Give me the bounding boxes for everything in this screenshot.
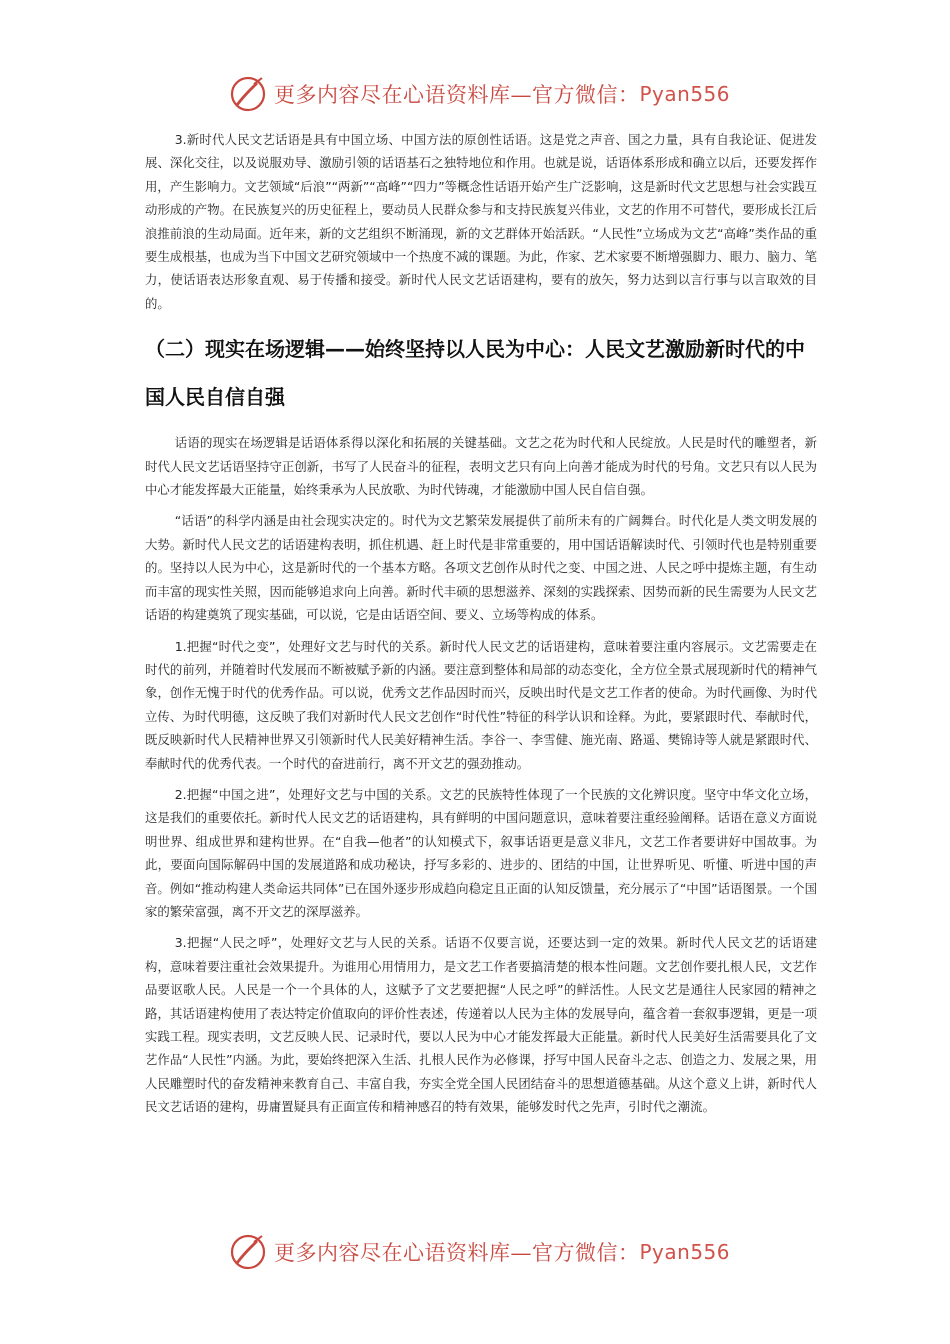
paragraph: “话语”的科学内涵是由社会现实决定的。时代为文艺繁荣发展提供了前所未有的广阔舞台。时代化是人类文明发展的大势。新时代人民文艺的话语建构表明，抓住机遇、赶上时代是非常重要的，用中国话语解读时代、引领时代也是特别重要的。坚持以人民为中心，这是新时代的一个基本方略。各项文艺创作从时代之变、中国之进、人民之呼中提炼主题，有生动而丰富的现实性关照，因而能够追求向上向善。新时代丰硕的思想滋养、深刻的实践探索、因势而新的民生需要为人民文艺话语的构建奠筑了现实基础，可以说，它是由话语空间、要义、立场等构成的体系。 (145, 513, 817, 623)
paragraph: 1.把握“时代之变”，处理好文艺与时代的关系。新时代人民文艺的话语建构，意味着要注重内容展示。文艺需要走在时代的前列，并随着时代发展而不断被赋予新的内涵。要注意到整体和局部的动态变化，全方位全景式展现新时代的精神气象，创作无愧于时代的优秀作品。可以说，优秀文艺作品因时而兴，反映出时代是文艺工作者的使命。为时代画像、为时代立传、为时代明德，这反映了我们对新时代人民文艺创作“时代性”特征的科学认识和诠释。为此，要紧跟时代、奉献时代，既反映新时代人民精神世界又引领新时代人民美好精神生活。李谷一、李雪健、施光南、路遥、樊锦诗等人就是紧跟时代、奉献时代的优秀代表。一个时代的奋进前行，离不开文艺的强劲推动。 (145, 638, 817, 771)
pen-logo-icon (228, 74, 268, 114)
section-heading: （二）现实在场逻辑——始终坚持以人民为中心：人民文艺激励新时代的中国人民自信自强 (145, 337, 805, 410)
watermark-id: Pyan556 (639, 82, 731, 106)
paragraph: 话语的现实在场逻辑是话语体系得以深化和拓展的关键基础。文艺之花为时代和人民绽放。人民是时代的雕塑者，新时代人民文艺话语坚持守正创新，书写了人民奋斗的征程，表明文艺只有向上向善才能成为时代的号角。文艺只有以人民为中心才能发挥最大正能量，始终秉承为人民放歌、为时代铸魂，才能激励中国人民自信自强。 (145, 435, 817, 498)
pen-logo-icon (228, 1232, 268, 1272)
watermark-bottom (228, 1232, 731, 1272)
watermark-id: Pyan556 (639, 1240, 731, 1264)
paragraph: 3.新时代人民文艺话语是具有中国立场、中国方法的原创性话语。这是党之声音、国之力量，具有自我论证、促进发展、深化交往，以及说服劝导、激励引领的话语基石之独特地位和作用。也就是说，话语体系形成和确立以后，还要发挥作用，产生影响力。文艺领域“后浪”“两新”“高峰”“四力”等概念性话语开始产生广泛影响，这是新时代文艺思想与社会实践互动形成的产物。在民族复兴的历史征程上，要动员人民群众参与和支持民族复兴伟业，文艺的作用不可替代，要形成长江后浪推前浪的生动局面。近年来，新的文艺组织不断涌现，新的文艺群体开始活跃。“人民性”立场成为文艺“高峰”类作品的重要生成根基，也成为当下中国文艺研究领域中一个热度不减的课题。为此，作家、艺术家要不断增强脚力、眼力、脑力、笔力，使话语表达形象直观、易于传播和接受。新时代人民文艺话语建构，要有的放矢，努力达到以言行事与以言取效的目的。 (145, 132, 817, 311)
paragraph: 3.把握“人民之呼”，处理好文艺与人民的关系。话语不仅要言说，还要达到一定的效果。新时代人民文艺的话语建构，意味着要注重社会效果提升。为谁用心用情用力，是文艺工作者要搞清楚的根本性问题。文艺创作要扎根人民，文艺作品要讴歌人民。人民是一个一个具体的人，这赋予了文艺要把握“人民之呼”的鲜活性。人民文艺是通往人民家园的精神之路，其话语建构使用了表达特定价值取向的评价性表述，传递着以人民为主体的发展导向，蕴含着一套叙事逻辑，更是一项实践工程。现实表明，文艺反映人民、记录时代，要以人民为中心才能发挥最大正能量。新时代人民美好生活需要具化了文艺作品“人民性”内涵。为此，要始终把深入生活、扎根人民作为必修课，抒写中国人民奋斗之志、创造之力、发展之果，用人民雕塑时代的奋发精神来教育自己、丰富自我，夯实全党全国人民团结奋斗的思想道德基础。从这个意义上讲，新时代人民文艺话语的建构，毋庸置疑具有正面宣传和精神感召的特有效果，能够发时代之先声，引时代之潮流。 (145, 935, 817, 1115)
watermark-text: 更多内容尽在心语资料库—官方微信： (274, 1241, 640, 1265)
watermark-top (228, 74, 731, 114)
paragraph: 2.把握“中国之进”，处理好文艺与中国的关系。文艺的民族特性体现了一个民族的文化辨识度。坚守中华文化立场，这是我们的重要依托。新时代人民文艺的话语建构，具有鲜明的中国问题意识，意味着要注重经验阐释。话语在意义方面说明世界、组成世界和建构世界。在“自我—他者”的认知模式下，叙事话语更是意义非凡，文艺工作者要讲好中国故事。为此，要面向国际解码中国的发展道路和成功秘诀，抒写多彩的、进步的、团结的中国，让世界听见、听懂、听进中国的声音。例如“推动构建人类命运共同体”已在国外逐步形成趋向稳定且正面的认知反馈量，充分展示了“中国”话语图景。一个国家的繁荣富强，离不开文艺的深厚滋养。 (145, 786, 817, 919)
watermark-text: 更多内容尽在心语资料库—官方微信： (274, 83, 640, 107)
article-body (145, 128, 817, 1119)
